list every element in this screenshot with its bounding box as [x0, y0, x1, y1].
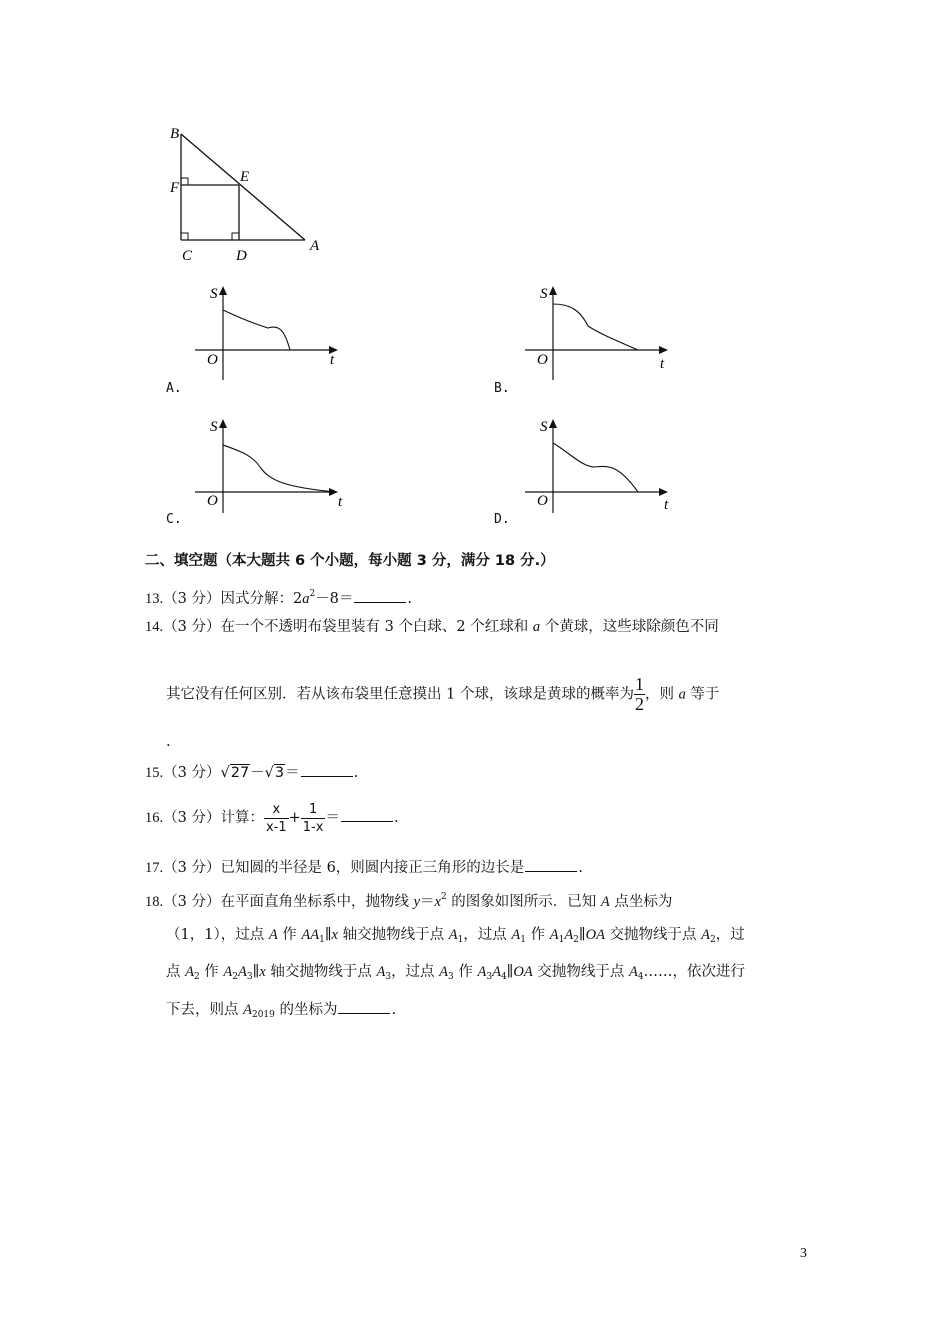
label-a: A: [310, 238, 320, 254]
label-f: F: [170, 180, 180, 196]
graph-a-y-label: S: [210, 286, 218, 302]
question-18-line4: 下去，则点 $A_{2019}$ 的坐标为 .: [166, 999, 396, 1025]
graph-option-d: [520, 415, 680, 515]
question-16: 16.（3 分）计算： $\frac{x}{x-1}$ + $\frac{1}{1-x}$ ＝ .: [145, 801, 399, 835]
option-b-label: B.: [494, 381, 510, 396]
fraction-1-over-1-minus-x: $\frac{1}{1-x}$: [302, 801, 324, 835]
question-15: 15.（3 分）√27－√3＝ .: [145, 762, 358, 783]
graph-d-y-label: S: [540, 419, 548, 435]
triangle-figure: [160, 120, 330, 270]
graph-a-x-label: t: [330, 352, 335, 368]
answer-blank-16[interactable]: [341, 807, 393, 822]
question-14-line3: .: [166, 734, 171, 750]
answer-blank-13[interactable]: [354, 588, 406, 603]
graph-option-b: [520, 282, 680, 382]
graph-option-c: [190, 415, 350, 515]
question-14-line1: 14.（3 分）在一个不透明布袋里装有 3 个白球、2 个红球和 a 个黄球，这些球除颜色不同: [145, 619, 719, 635]
page-number: 3: [800, 1246, 807, 1261]
question-13: 13.（3 分）因式分解：$2a^2-8=$ .: [145, 589, 413, 607]
label-b: B: [170, 126, 180, 142]
question-18-line1: 18.（3 分）在平面直角坐标系中，抛物线 $y=x^2$ 的图象如图所示．已知 A 点坐标为: [145, 892, 673, 910]
graph-b-y-label: S: [540, 286, 548, 302]
question-18-line3: 点 $A_2$ 作 $A_2A_3\parallel x$ 轴交抛物线于点 $A_3$，过点 $A_3$ 作 $A_3A_4\parallel OA$ 交抛物线于点 $A_4\dots\dots$，依次进行: [166, 964, 746, 982]
question-18-line2: （1，1），过点 A 作 $AA_1\parallel x$ 轴交抛物线于点 $A_1$，过点 $A_1$ 作 $A_1A_2\parallel OA$ 交抛物线于点 $A_2$，过: [166, 927, 745, 945]
graph-c-x-label: t: [338, 494, 343, 510]
question-14-line2: 其它没有任何区别．若从该布袋里任意摸出 1 个球，该球是黄球的概率为 $\frac{1}{2}$ ，则 a 等于: [166, 674, 720, 714]
graph-option-a: [190, 282, 350, 382]
graph-a-origin: O: [207, 352, 218, 368]
graph-d-x-label: t: [664, 497, 669, 513]
answer-blank-17[interactable]: [525, 857, 577, 872]
option-d-label: D.: [494, 512, 510, 527]
label-e: E: [240, 169, 250, 185]
fraction-one-half: $\frac{1}{2}$: [634, 674, 644, 714]
option-c-label: C.: [166, 512, 182, 527]
label-c: C: [182, 248, 193, 264]
section-heading: 二、填空题（本大题共 6 个小题，每小题 3 分，满分 18 分.）: [145, 553, 555, 569]
answer-blank-18[interactable]: [338, 999, 390, 1014]
label-d: D: [236, 248, 247, 264]
graph-b-origin: O: [537, 352, 548, 368]
question-17: 17.（3 分）已知圆的半径是 6，则圆内接正三角形的边长是 .: [145, 857, 583, 878]
option-a-label: A.: [166, 381, 182, 396]
answer-blank-15[interactable]: [301, 762, 353, 777]
graph-d-origin: O: [537, 493, 548, 509]
graph-b-x-label: t: [660, 356, 665, 372]
graph-c-y-label: S: [210, 419, 218, 435]
fraction-x-over-x-minus-1: $\frac{x}{x-1}$: [265, 801, 287, 835]
graph-c-origin: O: [207, 493, 218, 509]
